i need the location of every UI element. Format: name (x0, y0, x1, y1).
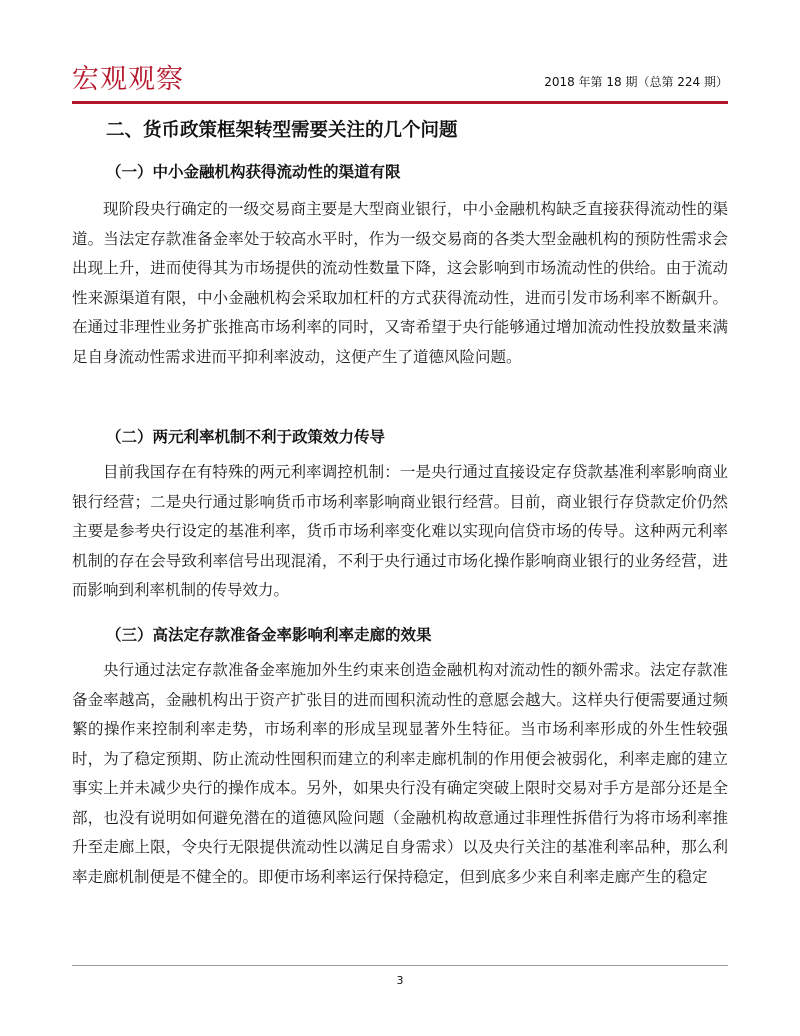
report-series-title: 宏观观察 (72, 64, 184, 95)
subsection-paragraph-3: 央行通过法定存款准备金率施加外生约束来创造金融机构对流动性的额外需求。法定存款准备金率越高，金融机构出于资产扩张目的进而囤积流动性的意愿会越大。这样央行便需要通过频繁的操作来控制利率走势，市场利率的形成呈现显著外生特征。当市场利率形成的外生性较强时，为了稳定预期、防止流动性囤积而建立的利率走廊机制的作用便会被弱化，利率走廊的建立事实上并未减少央行的操作成本。另外，如果央行没有确定突破上限时交易对手方是部分还是全部，也没有说明如何避免潜在的道德风险问题（金融机构故意通过非理性拆借行为将市场利率推升至走廊上限，令央行无限提供流动性以满足自身需求）以及央行关注的基准利率品种，那么利率走廊机制便是不健全的。即便市场利率运行保持稳定，但到底多少来自利率走廊产生的稳定 (72, 661, 728, 886)
subsection-heading-3: （三）高法定存款准备金率影响利率走廊的效果 (106, 626, 432, 644)
section-title: 二、货币政策框架转型需要关注的几个问题 (106, 120, 458, 141)
issue-number: 2018 年第 18 期（总第 224 期） (544, 75, 728, 89)
subsection-paragraph-1: 现阶段央行确定的一级交易商主要是大型商业银行，中小金融机构缺乏直接获得流动性的渠道。当法定存款准备金率处于较高水平时，作为一级交易商的各类大型金融机构的预防性需求会出现上升，进而使得其为市场提供的流动性数量下降，这会影响到市场流动性的供给。由于流动性来源渠道有限，中小金融机构会采取加杠杆的方式获得流动性，进而引发市场利率不断飙升。在通过非理性业务扩张推高市场利率的同时，又寄希望于央行能够通过增加流动性投放数量来满足自身流动性需求进而平抑利率波动，这便产生了道德风险问题。 (72, 200, 728, 366)
footer-divider (72, 965, 728, 966)
header-divider (72, 101, 728, 104)
report-header (72, 62, 728, 102)
subsection-heading-2: （二）两元利率机制不利于政策效力传导 (106, 428, 386, 446)
page-number: 3 (396, 974, 404, 987)
subsection-heading-1: （一）中小金融机构获得流动性的渠道有限 (106, 163, 401, 181)
subsection-paragraph-2: 目前我国存在有特殊的两元利率调控机制：一是央行通过直接设定存贷款基准利率影响商业银行经营；二是央行通过影响货币市场利率影响商业银行经营。目前，商业银行存贷款定价仍然主要是参考央行设定的基准利率，货币市场利率变化难以实现向信贷市场的传导。这种两元利率机制的存在会导致利率信号出现混淆，不利于央行通过市场化操作影响商业银行的业务经营，进而影响到利率机制的传导效力。 (72, 463, 728, 599)
